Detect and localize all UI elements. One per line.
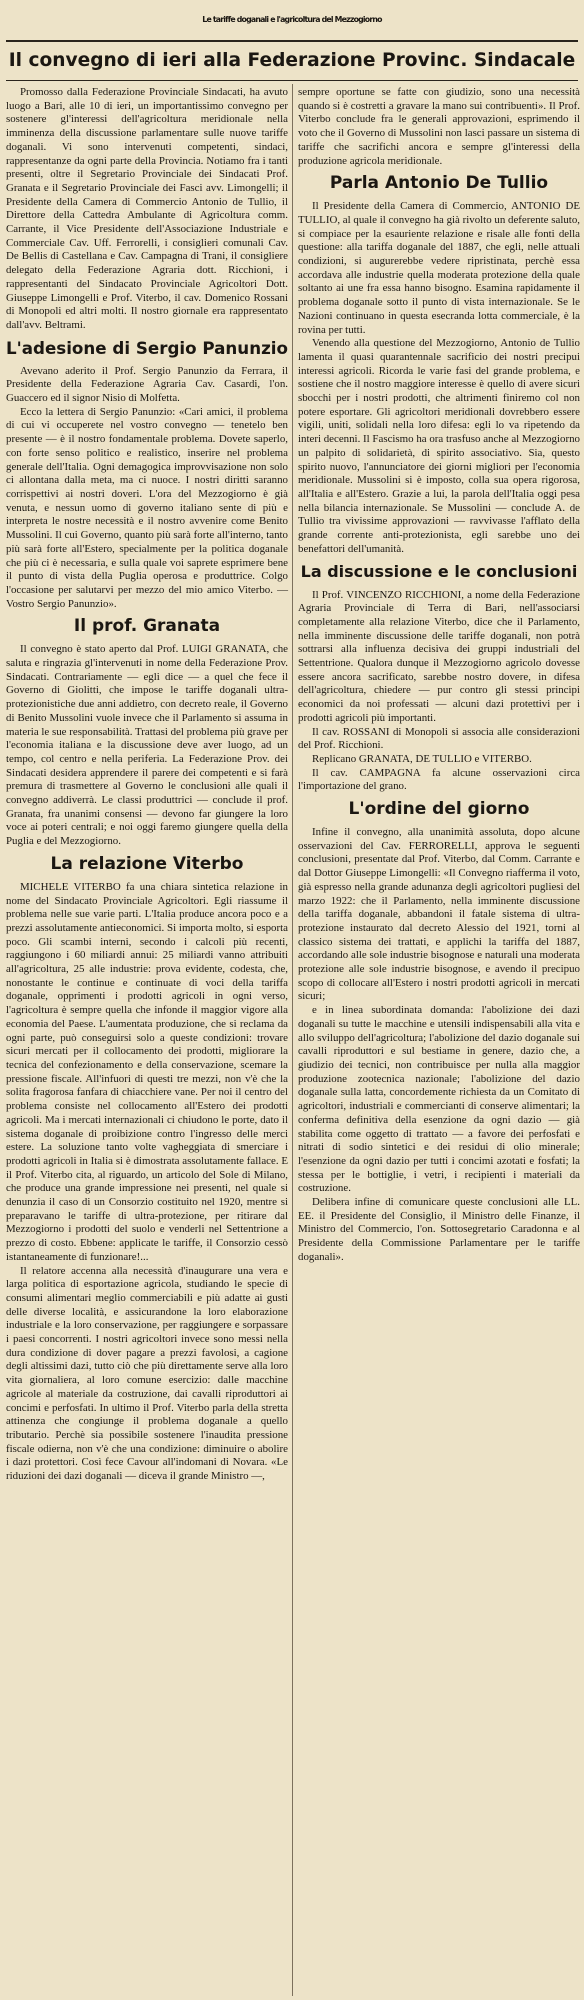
subhead-rule — [6, 80, 578, 81]
column-divider — [292, 84, 293, 1996]
section-heading-granata: Il prof. Granata — [73, 616, 221, 637]
paragraph: sempre oportune se fatte con giudizio, sono una necessità quando si è costretti a gravare la mano sui contribuenti». Il Prof. Viterbo conclude fra le generali approvazioni, esprimendo il voto che il Governo di Mussolini non lasci passare un sistema di tariffe che sacrifichi ancora e sempre gl'interessi della produzione agricola meridionale. — [298, 86, 580, 167]
left-column — [6, 86, 288, 1484]
section-heading-ordine: L'ordine del giorno — [348, 799, 530, 820]
paragraph: Ecco la lettera di Sergio Panunzio: «Cari amici, il problema di cui vi occuperete nel vostro convegno — tenetelo ben presente — è il nostro fondamentale problema. Dovete saperlo, con forte senso politico e realistico, inserire nel problema generale dell'Italia. Ogni demagogica improvvisazione non solo ci allontana dalla meta, ma ci nuoce. I nostri diritti saranno corrispettivi ai nostri doveri. L'ora del Mezzogiorno è già venuta, e nessun uomo di governo italiano sente di più e interpreta le nostre necessità e il nostro avvenire come Benito Mussolini. Il cui Governo, quanto più sarà forte all'interno, tanto più sarà forte all'Estero, specialmente per la politica doganale che più ci è necessaria, e sulla quale voi saprete esprimere bene il punto di vista della Puglia operosa e produttrice. Colgo l'occasione per salutarvi per mezzo del mio amico Viterbo. — Vostro Sergio Panunzio». — [6, 405, 288, 610]
section-heading-discussione: La discussione e le conclusioni — [300, 561, 578, 581]
paragraph: Il cav. ROSSANI di Monopoli si associa alle considerazioni del Prof. Ricchioni. — [298, 725, 580, 752]
headline: Le tariffe doganali e l'agricoltura del Mezzogiorno — [202, 15, 382, 24]
paragraph: Infine il convegno, alla unanimità assoluta, dopo alcune osservazioni del Cav. FERRORELLI, approva le seguenti conclusioni, presentate dal Prof. Viterbo, dal Comm. Carrante e dal Dottor Giuseppe Limongelli: «Il Convegno riafferma il voto, già espresso nella grande adunanza degli agricoltori pugliesi del marzo 1922: che il Parlamento, nella imminente discussione della tariffa doganale, abbandoni il fatale sistema di ultra-protezione instaurato dal decreto Alessio del 1921, torni al classico sistema dei trattati, e applichi la tariffa del 1887, accordando alle sole industrie bisognose e naturali una moderata protezione alle sole industrie bisognose, e avendo il precipuo scopo di collocare all'Estero i nostri prodotti agricoli in mercati sicuri; — [298, 826, 580, 1003]
paragraph: Il Presidente della Camera di Commercio, ANTONIO DE TULLIO, al quale il convegno ha già rivolto un deferente saluto, si compiace per la esauriente relazione e risale alle fonti della questione: alla tariffa doganale del 1887, che egli, nelle attuali condizioni, si augurerebbe vedere ripristinata, perchè essa accordava alle industrie quella moderata protezione della quale soltanto ai une fra essa hanno bisogno. Esamina rapidamente il problema doganale sotto il punto di vista internazionale. Se le Nazioni continuano in questa esecranda lotta commerciale, è la rovina per tutti. — [298, 200, 580, 336]
subheadline: Il convegno di ieri alla Federazione Provinc. Sindacale — [8, 50, 576, 71]
section-heading-viterbo: La relazione Viterbo — [50, 853, 244, 874]
paragraph: e in linea subordinata domanda: l'abolizione dei dazi doganali su tutte le macchine e utensili indispensabili alla vita e allo sviluppo dell'agricoltura; l'abolizione del dazio doganale sui cavalli riproduttori e sul bestiame in genere, dazio che, a giudizio dei tecnici, non contribuisce per nulla alla maggior produzione zootecnica nazionale; l'abolizione del dazio doganale sulla latta, concordemente richiesta da un Comitato di agricoltori, industriali e commercianti di conserve alimentari; la conferma definitiva della esenzione da ogni dazio — già stabilita come oggetto di trattato — a favore dei perfosfati e nitrati di sodio sintetici e dei residui di olio minerale; l'esenzione da ogni dazio per tutti i concimi azotati e fosfati; la stessa per le bottiglie, i vetri, i recipienti i materiali da costruzione. — [298, 1004, 580, 1195]
paragraph: Il cav. CAMPAGNA fa alcune osservazioni circa l'importazione del grano. — [298, 766, 580, 793]
paragraph: Il convegno è stato aperto dal Prof. LUIGI GRANATA, che saluta e ringrazia gl'intervenuti in nome della Federazione Prov. Sindacati. Contrariamente — egli dice — a quel che fece il Governo di Giolitti, che impose le tariffe doganali ultra-protezionistiche due anni addietro, con decreto reale, il Governo di Benito Mussolini vuole invece che il Parlamento si assuma in materia le sue responsabilità. Trattasi del problema più grave per l'economia italiana e la discussione deve aver luogo, ad un tempo, col centro e nella periferia. La Federazione Prov. dei Sindacati desidera apprendere il parere dei competenti e si farà premura di trasmettere al Governo le conclusioni alle quali il convegno addiverrà. Le classi produttrici — conclude il prof. Granata, fra unanimi consensi — devono far giungere la loro voce ai poteri centrali; e noi oggi faremo giungere quella della Puglia e del Mezzogiorno. — [6, 643, 288, 848]
paragraph: Il Prof. VINCENZO RICCHIONI, a nome della Federazione Agraria Provinciale di Terra di Bari, nell'associarsi completamente alla relazione Viterbo, dice che il Parlamento, nella imminente discussione delle tariffe doganali, non potrà sottrarsi alla influenza decisiva dei gruppi industriali del Settentrione. Qualora dunque il Mezzogiorno agricolo dovesse essere ancora sacrificato, sarebbe nostro dovere, in difesa dell'agricoltura, chiedere — pur contro gli stessi principi economici da noi professati — alcuni dazi protettivi per i prodotti agricoli più importanti. — [298, 588, 580, 724]
paragraph: Venendo alla questione del Mezzogiorno, Antonio de Tullio lamenta il quasi quarantennale sacrificio dei nostri precipui interessi agricoli. Ricorda le varie fasi del grande problema, e sostiene che il nostro maggiore interesse è quello di avere sicuri sbocchi per i nostri prodotti, che altrimenti finiremo col non potere esportare. Gli agricoltori meridionali dovrebbero essere vigili, uniti, solidali nella loro difesa: egli lo va ripetendo da interi decenni. Il Fascismo ha ora trasfuso anche al Mezzogiorno un palpito di solidarietà, di spirito associativo. Sia, questo spirito nuovo, l'annunciatore dei giorni migliori per l'economia meridionale. Mussolini si è imposto, colla sua opera rigorosa, all'Italia e all'Estero. Grazie a lui, la parola dell'Italia oggi pesa nella bilancia internazionale. Se Mussolini — conclude A. de Tullio tra vivissime approvazioni — ravvivasse l'afflato della grande corrente anti-protezionista, egli sarebbe uno dei benefattori dell'umanità. — [298, 337, 580, 555]
paragraph: Il relatore accenna alla necessità d'inaugurare una vera e larga politica di esportazione agricola, studiando le specie di consumi alimentari meglio commerciabili e più adatte ai gusti delle diverse località, e assicurandone la loro elaborazione industriale e la loro conservazione, per raggiungere e sorpassare i paesi concorrenti. I nostri agricoltori invece sono messi nella dura condizione di dover pagare a prezzi favolosi, a cagione degli altissimi dazi, tutto ciò che più direttamente serve alla loro vita giornaliera, al loro comune esercizio: dalle macchine agricole al materiale da costruzione, dai cavalli riproduttori ai concimi e perfosfati. In ultimo il Prof. Viterbo parla della stretta attinenza che congiunge il problema doganale a quello tributario. Perchè sia possibile sostenere l'inaudita pressione fiscale odierna, non v'è che una condizione: diminuire o abolire i dazi protettori. Così fece Cavour all'indomani di Novara. «Le riduzioni dei dazi doganali — diceva il grande Ministro —, — [6, 1264, 288, 1483]
section-heading-panunzio: L'adesione di Sergio Panunzio — [6, 337, 288, 358]
paragraph: MICHELE VITERBO fa una chiara sintetica relazione in nome del Sindacato Provinciale Agricoltori. Egli riassume il problema nelle sue varie parti. L'Italia produce ancora poco e a prezzi assolutamente antieconomici. Si importa molto, si esporta poco. Gli scambi interni, secondo i calcoli più recenti, raggiungono i 60 miliardi annui: 25 miliardi vanno attribuiti all'agricoltura, 25 alle industrie: prova evidente, codesta, che, nonostante le continue e continuate di voci della tariffa doganale, opprimenti i prodotti agricoli in ogni verso, l'agricoltura è sempre quella che infonde il maggior vigore alla economia del Paese. L'aumentata produzione, che si reclama da ogni parte, può conseguirsi solo a queste condizioni: trovare sicuri mercati per il collocamento dei prodotti, migliorare la tecnica del confezionamento e della conservazione, scemare la pressione fiscale. All'infuori di questi tre mezzi, non v'è che la solita fragorosa fanfara di chiacchiere vane. Per noi il centro del problema consiste nel collocamento all'Estero dei prodotti agricoli. Ma i mercati internazionali ci chiudono le porte, dato il sistema doganale di proibizione contro l'ingresso delle merci estere. La soluzione tanto volte vagheggiata di smerciare i prodotti agricoli in Italia si è dimostrata assolutamente fallace. E il Prof. Viterbo cita, al riguardo, un articolo del Sole di Milano, che produce una grande impressione nei presenti, nel quale si denunzia il caso di un Consorzio costituito nel 1920, mentre si preparavano le tariffe di ultra-protezione, per ritirare dal Mezzogiorno i prodotti del suolo e venderli nel Settentrione a prezzo di costo. Ebbene: applicate le tariffe, il Consorzio cessò istantaneamente di funzionare!... — [6, 880, 288, 1263]
paragraph: Avevano aderito il Prof. Sergio Panunzio da Ferrara, il Presidente della Federazione Agraria Cav. Casardi, l'on. Guaccero ed il signor Nisio di Molfetta. — [6, 364, 288, 405]
section-heading-de-tullio: Parla Antonio De Tullio — [329, 173, 549, 194]
right-column — [298, 86, 580, 1265]
headline-rule — [6, 40, 578, 42]
intro-paragraph: Promosso dalla Federazione Provinciale Sindacati, ha avuto luogo a Bari, alle 10 di ieri, un importantissimo convegno per sostenere gl'interessi dell'agricoltura meridionale nella imminenza della discussione parlamentare sulle nuove tariffe doganali. Vi sono intervenuti competenti, sindaci, rappresentanze da ogni parte della Provincia. Notiamo fra i tanti presenti, oltre il Segretario Provinciale dei Sindacati Prof. Granata e il Segretario Provinciale dei Fasci avv. Limongelli; il Presidente della Camera di Commercio Antonio de Tullio, il Direttore della Cattedra Ambulante di Agricoltura comm. Carrante, il Vice Presidente dell'Associazione Industriale e Commerciale Cav. Uff. Ferrorelli, i consiglieri comunali Cav. De Bellis di Castellana e Cav. Campagna di Trani, il consigliere delegato della Federazione Agraria dott. Ricchioni, i rappresentanti del Sindacato Provinciale Agricoltori Dott. Giuseppe Limongelli e Prof. Viterbo, il cav. Domenico Rossani di Monopoli ed altri molti. Il nostro giornale era rappresentato dall'avv. Beltrami. — [6, 86, 288, 331]
paragraph: Delibera infine di comunicare queste conclusioni alle LL. EE. il Presidente del Consiglio, il Ministro delle Finanze, il Ministro del Commercio, l'on. Sottosegretario Caradonna e al Presidente della Commissione Parlamentare per le tariffe doganali». — [298, 1196, 580, 1263]
paragraph: Replicano GRANATA, DE TULLIO e VITERBO. — [312, 752, 532, 765]
